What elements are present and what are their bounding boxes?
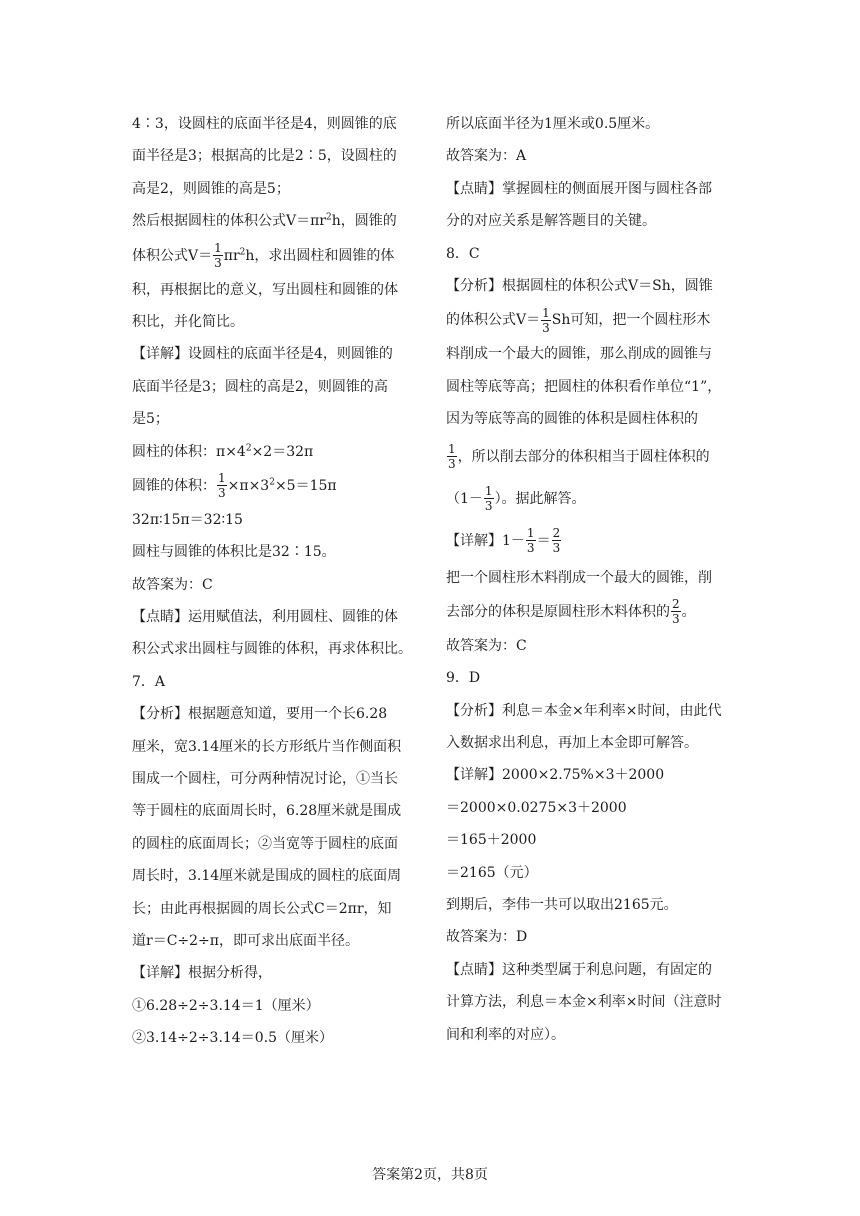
text-line: 圆柱等底等高；把圆柱的体积看作单位“1”， — [446, 378, 722, 395]
text-line: ＝2000×0.0275×3＋2000 — [446, 799, 627, 816]
fraction: $\frac{1}{3}$ — [218, 471, 226, 501]
text-line: 围成一个圆柱，可分两种情况讨论，①当长 — [132, 771, 398, 788]
fraction: $\frac{1}{3}$ — [214, 241, 222, 271]
text-line: 道r＝C÷2÷π，即可求出底面半径。 — [132, 932, 359, 949]
text-line: 然后根据圆柱的体积公式$V=\pi r^2h$，圆锥的 — [132, 212, 397, 230]
text-line: 【详解】根据分析得， — [132, 965, 272, 982]
text-line: 底面半径是3；圆柱的高是2，则圆锥的高 — [132, 378, 388, 395]
text-line: 圆柱的体积：$\pi\times 4^2\times 2=32\pi$ — [132, 442, 314, 460]
page-footer: 答案第2页，共8页 — [372, 1167, 488, 1183]
text-line: 面半径是3；根据高的比是2∶5，设圆柱的 — [132, 148, 397, 165]
text-line: 4∶3，设圆柱的底面半径是4，则圆锥的底 — [132, 116, 397, 132]
text-line: 周长时，3.14厘米就是围成的圆柱的底面周 — [132, 868, 402, 885]
fraction: $\frac{1}{3}$ — [526, 526, 535, 556]
text-line: ＝165＋2000 — [446, 832, 537, 849]
text-line: 圆锥的体积： $\frac{1}{3}$ $\times\pi\times 3^2\times 5=15\pi$ — [132, 471, 337, 501]
text-line: 积比，并化简比。 — [132, 313, 244, 330]
right-column — [446, 108, 736, 1051]
question-number: 8．C — [446, 245, 480, 262]
text-line: 把一个圆柱形木料削成一个最大的圆锥，削 — [446, 569, 712, 586]
text-line: 料削成一个最大的圆锥，那么削成的圆锥与 — [446, 346, 712, 363]
text-line: 【点睛】掌握圆柱的侧面展开图与圆柱各部 — [446, 180, 712, 197]
text-line: 【详解】设圆柱的底面半径是4，则圆锥的 — [132, 346, 393, 363]
text-line: （1－ $\frac{1}{3}$ ）。据此解答。 — [446, 484, 586, 514]
fraction: $\frac{1}{3}$ — [448, 442, 456, 472]
text-line: 【分析】根据题意知道，要用一个长6.28 — [132, 706, 388, 723]
fraction: $\frac{1}{3}$ — [484, 484, 493, 514]
text-line: $\frac{1}{3}$ ，所以削去部分的体积相当于圆柱体积的 — [448, 442, 710, 472]
fraction: $\frac{2}{3}$ — [552, 526, 561, 556]
question-number: 9．D — [446, 670, 481, 687]
text-line: 等于圆柱的底面周长时，6.28厘米就是围成 — [132, 803, 402, 820]
text-line: 体积公式V＝ $\frac{1}{3}$ $\pi r^2h$，求出圆柱和圆锥的体 — [132, 241, 395, 271]
text-line: 故答案为：A — [446, 148, 527, 165]
left-column — [132, 108, 452, 1055]
text-line: 故答案为：D — [446, 929, 528, 946]
text-line: 长；由此再根据圆的周长公式C＝2πr，知 — [132, 900, 392, 917]
text-line: ①6.28÷2÷3.14＝1（厘米） — [132, 997, 320, 1014]
text-line: 到期后，李伟一共可以取出2165元。 — [446, 897, 678, 914]
text-line: 计算方法，利息＝本金×利率×时间（注意时 — [446, 994, 722, 1011]
question-number: 7．A — [132, 673, 166, 690]
text-line: 【点睛】运用赋值法，利用圆柱、圆锥的体 — [132, 609, 398, 626]
text-line: 高是2，则圆锥的高是5； — [132, 180, 290, 197]
text-line: 故答案为：C — [446, 637, 527, 654]
text-line: 入数据求出利息，再加上本金即可解答。 — [446, 735, 698, 752]
fraction: $\frac{1}{3}$ — [542, 305, 550, 335]
text-line: 圆柱与圆锥的体积比是32∶15。 — [132, 544, 336, 561]
text-line: 是5； — [132, 411, 169, 428]
fraction: $\frac{2}{3}$ — [672, 597, 680, 627]
text-line: 去部分的体积是原圆柱形木料体积的 $\frac{2}{3}$ 。 — [446, 597, 696, 627]
text-line: 【详解】2000×2.75%×3＋2000 — [446, 767, 665, 784]
text-line: 32π∶15π＝32∶15 — [132, 511, 243, 528]
text-line: 【点睛】这种类型属于利息问题，有固定的 — [446, 961, 712, 978]
text-line: 积，再根据比的意义，写出圆柱和圆锥的体 — [132, 281, 398, 298]
text-line: 【分析】利息＝本金×年利率×时间，由此代 — [446, 702, 722, 719]
text-line: 的体积公式V＝ $\frac{1}{3}$ Sh可知，把一个圆柱形木 — [446, 305, 711, 335]
text-line: ＝2165（元） — [446, 864, 538, 881]
text-line: ②3.14÷2÷3.14＝0.5（厘米） — [132, 1030, 333, 1047]
text-line: 故答案为：C — [132, 576, 213, 593]
text-line: 所以底面半径为1厘米或0.5厘米。 — [446, 116, 660, 132]
text-line: 的圆柱的底面周长；②当宽等于圆柱的底面 — [132, 835, 398, 852]
text-line: 【分析】根据圆柱的体积公式V＝Sh，圆锥 — [446, 277, 713, 294]
text-line: 分的对应关系是解答题目的关键。 — [446, 213, 656, 230]
text-line: 积公式求出圆柱与圆锥的体积，再求体积比。 — [132, 641, 412, 658]
text-line: 【详解】1－ $\frac{1}{3}$ ＝ $\frac{2}{3}$ — [446, 526, 561, 556]
text-line: 间和利率的对应）。 — [446, 1026, 565, 1043]
text-line: 厘米，宽3.14厘米的长方形纸片当作侧面积 — [132, 738, 402, 755]
text-line: 因为等底等高的圆锥的体积是圆柱体积的 — [446, 411, 698, 428]
